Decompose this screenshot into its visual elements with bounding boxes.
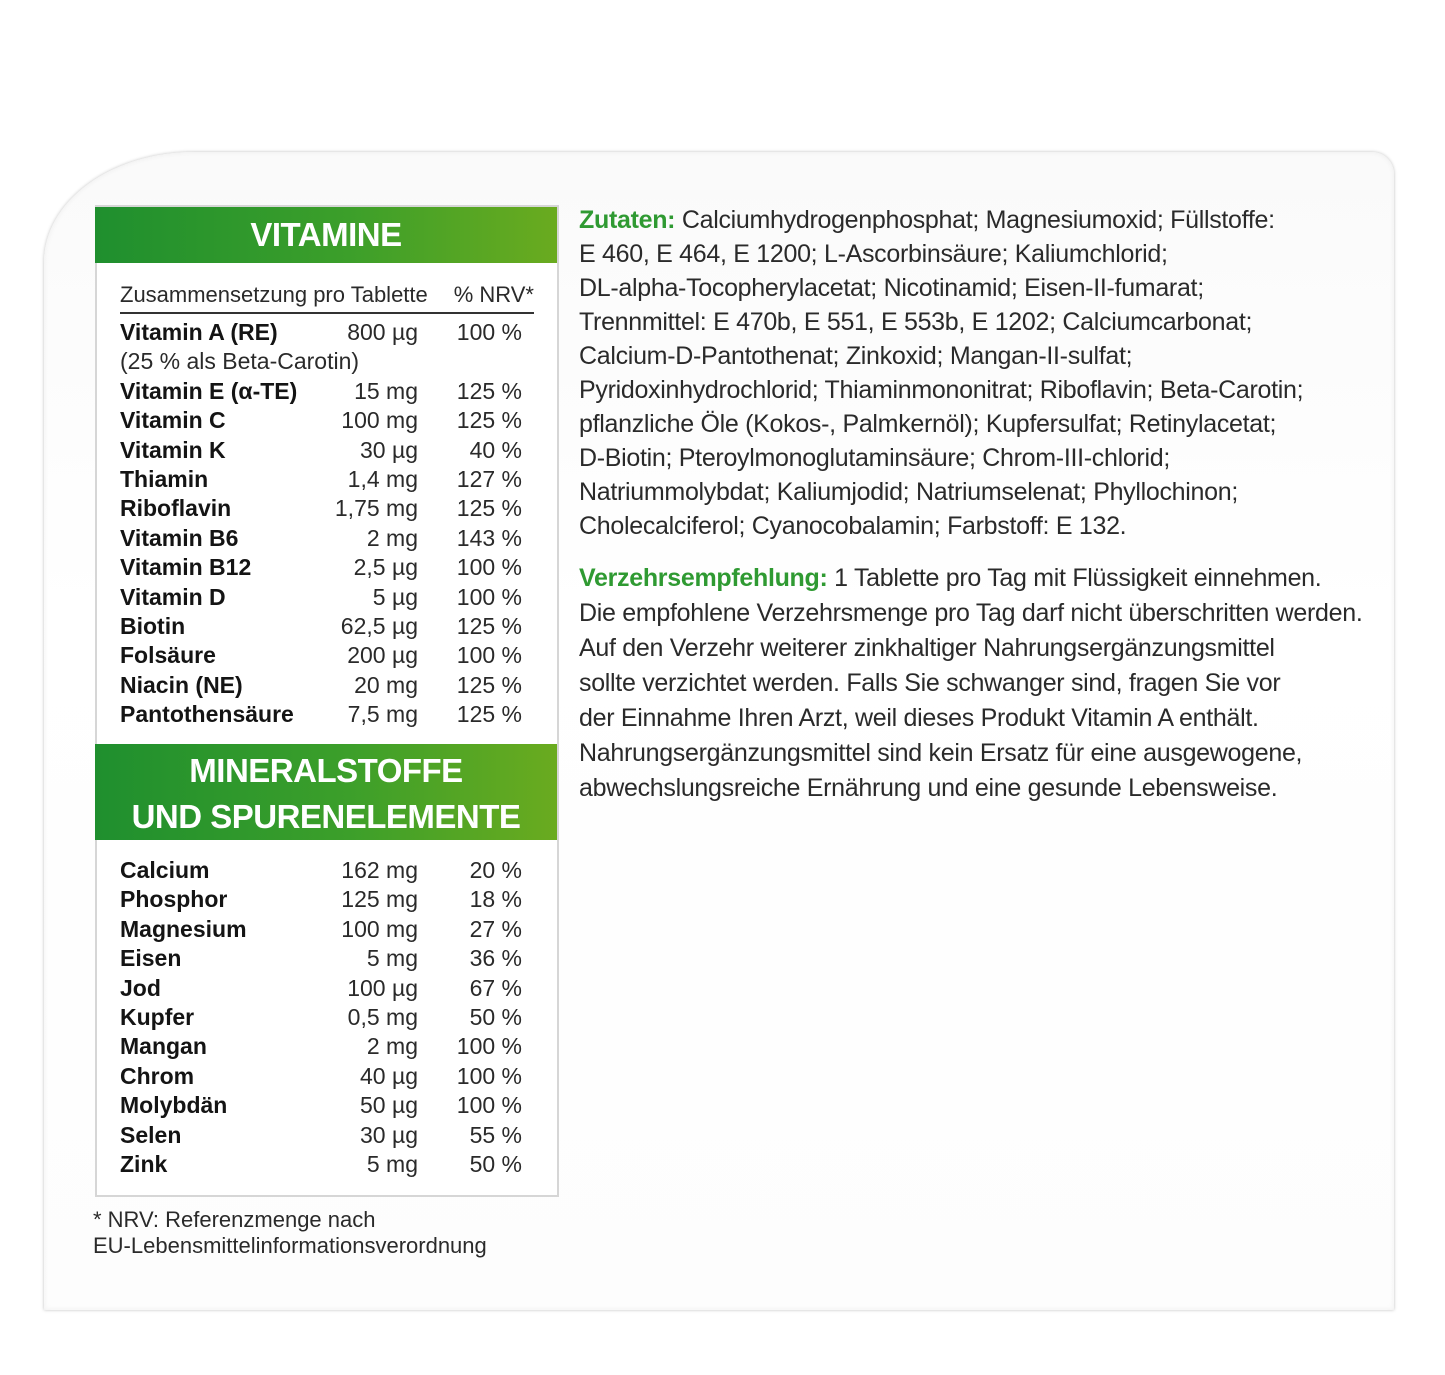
footnote-line1: * NRV: Referenzmenge nach	[93, 1207, 376, 1232]
table-row	[120, 318, 534, 347]
zutaten-line	[579, 271, 1369, 305]
nutrient-amount: 50 µg	[359, 1092, 418, 1119]
table-row	[120, 1062, 534, 1091]
nutrient-nrv: 20 %	[469, 857, 522, 883]
nutrient-name: Riboflavin	[120, 495, 232, 522]
nutrient-nrv: 125 %	[456, 671, 522, 698]
zutaten-text: Cholecalciferol; Cyanocobalamin; Farbstoff: E 132.	[579, 512, 1127, 540]
nutrient-amount: 5 µg	[372, 583, 418, 610]
nutrient-amount: 5 mg	[366, 945, 418, 972]
nutrient-name: Vitamin D	[120, 583, 226, 610]
zutaten-text: pflanzliche Öle (Kokos-, Palmkernöl); Kupfersulfat; Retinylacetat;	[579, 410, 1277, 438]
nutrient-nrv: 125 %	[456, 377, 522, 404]
nutrient-name: Vitamin B12	[120, 554, 252, 581]
verzehr-text: abwechslungsreiche Ernährung und eine gesunde Lebensweise.	[579, 774, 1278, 802]
nutrient-name: Biotin	[120, 612, 186, 639]
zutaten-line	[579, 373, 1369, 407]
table-row	[120, 465, 534, 494]
table-row	[120, 641, 534, 670]
verzehr-line	[579, 596, 1369, 631]
nutrient-nrv: 18 %	[469, 886, 522, 913]
nutrient-name: Selen	[120, 1121, 182, 1148]
nutrient-amount: 100 mg	[341, 915, 418, 942]
nutrient-nrv: 55 %	[469, 1121, 522, 1148]
table-row	[120, 915, 534, 944]
table-row	[120, 377, 534, 406]
nutrient-amount: 5 mg	[366, 1150, 418, 1177]
table-row	[120, 856, 534, 885]
nutrient-nrv: 40 %	[469, 436, 522, 463]
nutrient-amount: 2 mg	[366, 524, 418, 551]
nutrient-amount: 20 mg	[354, 671, 418, 698]
zutaten-line	[579, 441, 1369, 475]
vitamine-banner: VITAMINE	[95, 207, 557, 263]
nutrient-nrv: 100 %	[456, 1092, 522, 1119]
verzehr-text: 1 Tablette pro Tag mit Flüssigkeit einnehmen.	[827, 564, 1322, 592]
nutrient-nrv: 125 %	[456, 701, 522, 728]
nutrient-amount: 62,5 µg	[340, 612, 418, 639]
zutaten-line	[579, 203, 1369, 237]
table-row	[120, 671, 534, 700]
table-column-header	[120, 280, 534, 314]
nutrient-name: Molybdän	[120, 1092, 228, 1119]
zutaten-paragraph	[579, 203, 1369, 543]
nutrient-name: Magnesium	[120, 915, 247, 942]
table-row	[120, 1150, 534, 1179]
nutrient-nrv: 50 %	[469, 1003, 522, 1030]
table-row	[120, 974, 534, 1003]
nutrient-amount: 100 mg	[341, 407, 418, 434]
table-row	[120, 524, 534, 553]
nutrient-amount: 30 µg	[359, 1121, 418, 1148]
verzehr-line	[579, 666, 1369, 701]
nutrient-name: Vitamin B6	[120, 524, 239, 551]
verzehr-paragraph	[579, 561, 1369, 806]
table-row	[120, 944, 534, 973]
verzehr-line	[579, 631, 1369, 666]
nutrient-name: Calcium	[120, 857, 210, 883]
nutrient-amount: 2 mg	[366, 1033, 418, 1060]
nutrient-name: Eisen	[120, 945, 182, 972]
verzehr-text: sollte verzichtet werden. Falls Sie schwanger sind, fragen Sie vor	[579, 669, 1281, 697]
nutrient-nrv: 100 %	[456, 642, 522, 669]
nutrient-nrv: 100 %	[456, 1062, 522, 1089]
vitamine-rows	[120, 318, 534, 729]
verzehr-text: Auf den Verzehr weiterer zinkhaltiger Nahrungsergänzungsmittel	[579, 634, 1275, 662]
zutaten-text: E 460, E 464, E 1200; L-Ascorbinsäure; Kaliumchlorid;	[579, 240, 1168, 268]
nutrient-nrv: 143 %	[456, 524, 522, 551]
nutrient-nrv: 27 %	[469, 915, 522, 942]
nutrient-amount: 800 µg	[347, 319, 418, 345]
zutaten-text: DL-alpha-Tocopherylacetat; Nicotinamid; Eisen-II-fumarat;	[579, 274, 1204, 302]
nutrient-name: Vitamin K	[120, 436, 226, 463]
nutrient-name: Jod	[120, 974, 161, 1001]
verzehr-line	[579, 771, 1369, 806]
nutrient-amount: 0,5 mg	[347, 1003, 418, 1030]
zutaten-label: Zutaten:	[579, 206, 676, 234]
nutrient-amount: 40 µg	[359, 1062, 418, 1089]
nutrient-amount: 162 mg	[341, 857, 418, 883]
nutrient-amount: 1,75 mg	[334, 495, 418, 522]
nutrient-amount: 15 mg	[354, 377, 418, 404]
nutrient-name: Phosphor	[120, 886, 228, 913]
table-row	[120, 406, 534, 435]
verzehr-line	[579, 561, 1369, 596]
zutaten-text: Pyridoxinhydrochlorid; Thiaminmononitrat; Riboflavin; Beta-Carotin;	[579, 376, 1304, 404]
nutrient-name: Vitamin E (α-TE)	[120, 377, 298, 404]
column-header-composition: Zusammensetzung pro Tablette	[120, 282, 428, 307]
verzehr-text: Die empfohlene Verzehrsmenge pro Tag darf nicht überschritten werden.	[579, 599, 1363, 627]
verzehr-text: der Einnahme Ihren Arzt, weil dieses Produkt Vitamin A enthält.	[579, 704, 1259, 732]
nutrient-amount: 7,5 mg	[347, 701, 418, 728]
table-row	[120, 347, 534, 376]
nutrient-name: (25 % als Beta-Carotin)	[120, 348, 360, 375]
nutrient-amount: 125 mg	[341, 886, 418, 913]
table-row	[120, 553, 534, 582]
nutrient-nrv: 50 %	[469, 1150, 522, 1177]
nutrient-name: Mangan	[120, 1033, 207, 1060]
nutrient-nrv: 127 %	[456, 465, 522, 492]
zutaten-line	[579, 509, 1369, 543]
nutrient-name: Folsäure	[120, 642, 216, 669]
table-row	[120, 436, 534, 465]
verzehr-text: Nahrungsergänzungsmittel sind kein Ersatz für eine ausgewogene,	[579, 739, 1303, 767]
table-row	[120, 612, 534, 641]
zutaten-line	[579, 339, 1369, 373]
zutaten-line	[579, 237, 1369, 271]
table-row	[120, 583, 534, 612]
nutrient-amount: 1,4 mg	[347, 465, 418, 492]
zutaten-line	[579, 407, 1369, 441]
table-row	[120, 1003, 534, 1032]
table-row	[120, 1091, 534, 1120]
zutaten-text: Trennmittel: E 470b, E 551, E 553b, E 1202; Calciumcarbonat;	[579, 308, 1253, 336]
zutaten-text: Calciumhydrogenphosphat; Magnesiumoxid; Füllstoffe:	[675, 206, 1275, 234]
nutrient-name: Zink	[120, 1150, 168, 1177]
nutrient-nrv: 100 %	[456, 319, 522, 345]
nutrient-nrv: 100 %	[456, 583, 522, 610]
verzehr-line	[579, 736, 1369, 771]
mineralstoffe-rows	[120, 856, 534, 1179]
footnote-line2: EU-Lebensmittelinformationsverordnung	[93, 1233, 487, 1258]
mineralstoffe-title-line2: UND SPURENELEMENTE	[131, 798, 521, 835]
nutrient-name: Niacin (NE)	[120, 671, 243, 698]
mineralstoffe-banner	[95, 744, 557, 840]
mineralstoffe-title-line1: MINERALSTOFFE	[189, 752, 463, 789]
nutrient-name: Kupfer	[120, 1003, 195, 1030]
nutrient-nrv: 67 %	[469, 974, 522, 1001]
zutaten-text: D-Biotin; Pteroylmonoglutaminsäure; Chrom-III-chlorid;	[579, 444, 1170, 472]
nutrient-nrv: 36 %	[469, 945, 522, 972]
zutaten-text: Calcium-D-Pantothenat; Zinkoxid; Mangan-II-sulfat;	[579, 342, 1133, 370]
zutaten-line	[579, 475, 1369, 509]
zutaten-text: Natriummolybdat; Kaliumjodid; Natriumselenat; Phyllochinon;	[579, 478, 1238, 506]
nutrient-amount: 200 µg	[347, 642, 418, 669]
table-row	[120, 1121, 534, 1150]
nutrient-name: Chrom	[120, 1062, 195, 1089]
table-row	[120, 1032, 534, 1061]
nutrient-name: Vitamin A (RE)	[120, 319, 278, 345]
nrv-footnote	[93, 1207, 487, 1259]
text-column	[579, 203, 1369, 806]
verzehr-line	[579, 701, 1369, 736]
nutrient-name: Pantothensäure	[120, 701, 294, 728]
verzehr-label: Verzehrsempfehlung:	[579, 564, 828, 592]
nutrient-nrv: 125 %	[456, 407, 522, 434]
column-header-nrv: % NRV*	[453, 282, 534, 307]
nutrient-nrv: 125 %	[456, 612, 522, 639]
nutrient-nrv: 100 %	[456, 1033, 522, 1060]
zutaten-line	[579, 305, 1369, 339]
table-row	[120, 494, 534, 523]
nutrient-name: Thiamin	[120, 465, 209, 492]
nutrient-nrv: 125 %	[456, 495, 522, 522]
nutrient-amount: 100 µg	[347, 974, 418, 1001]
nutrient-name: Vitamin C	[120, 407, 226, 434]
table-row	[120, 885, 534, 914]
nutrient-amount: 30 µg	[359, 436, 418, 463]
nutrient-nrv: 100 %	[456, 554, 522, 581]
table-row	[120, 700, 534, 729]
nutrient-amount: 2,5 µg	[353, 554, 418, 581]
